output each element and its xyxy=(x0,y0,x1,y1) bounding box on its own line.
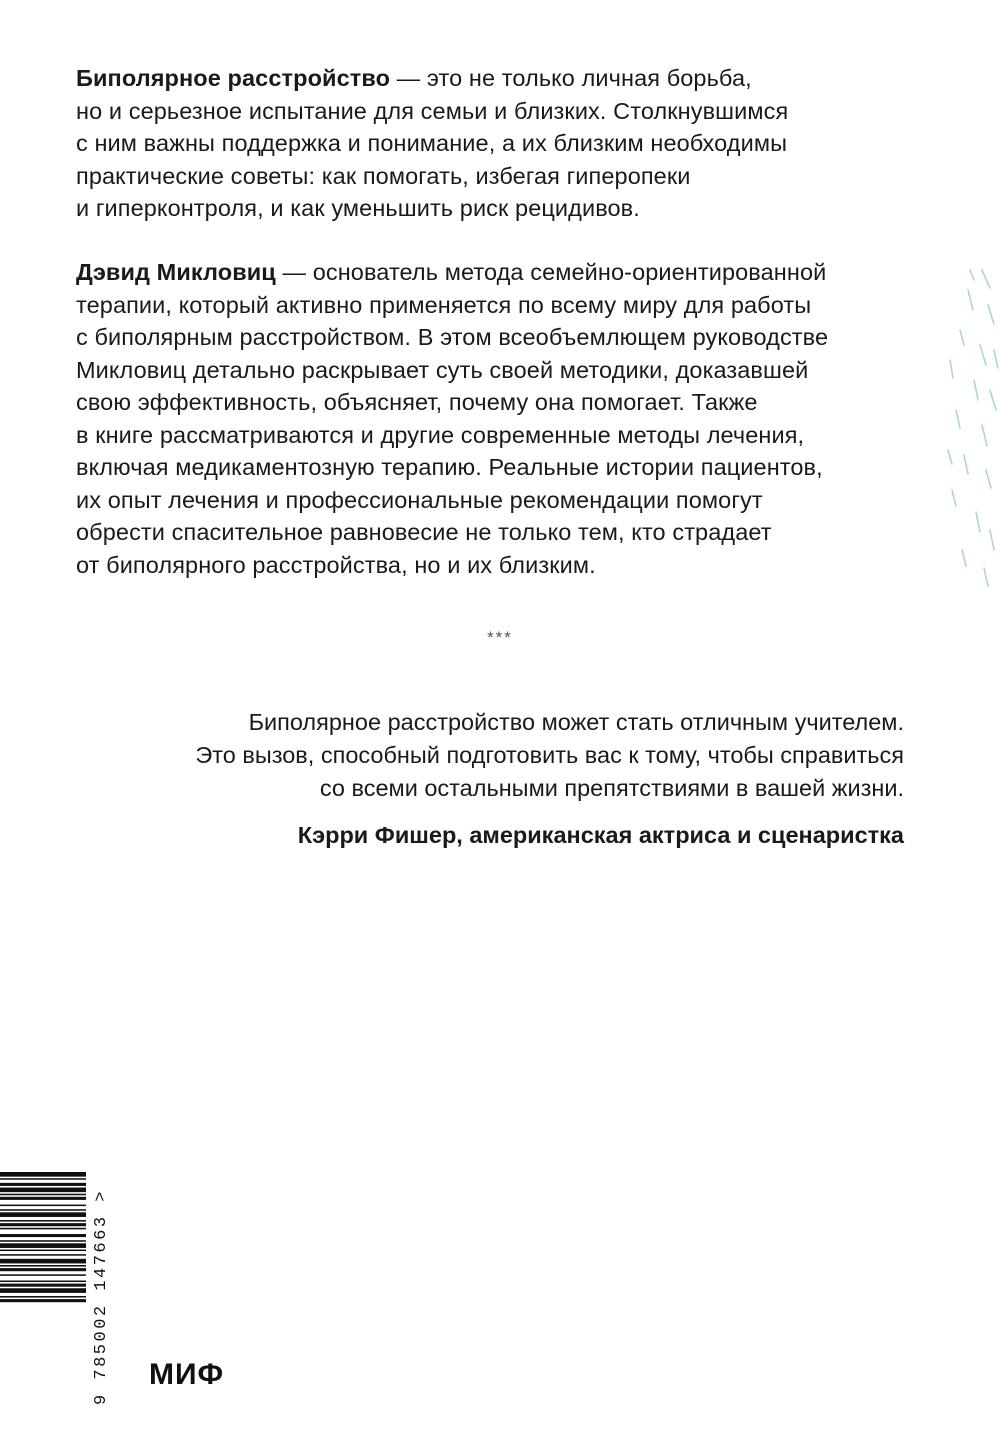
splatter-stroke xyxy=(988,305,994,324)
blurb-text: от биполярного расстройства, но и их близким. xyxy=(76,551,596,578)
section-divider: *** xyxy=(487,628,513,647)
splatter-stroke xyxy=(962,550,966,566)
barcode-bar xyxy=(0,1178,86,1180)
barcode-bar xyxy=(0,1296,86,1298)
blurb-paragraph-2 xyxy=(76,256,936,581)
barcode-bar xyxy=(0,1284,86,1287)
barcode-bar xyxy=(0,1250,86,1252)
barcode-bar xyxy=(0,1183,86,1186)
author-name-lead: Дэвид Микловиц xyxy=(76,259,276,285)
barcode-bar xyxy=(0,1265,86,1267)
blurb-paragraph-1-line xyxy=(76,62,936,95)
blurb-text: практические советы: как помогать, избегая гиперопеки xyxy=(76,162,691,189)
book-title-lead: Биполярное расстройство xyxy=(76,65,391,91)
isbn-barcode xyxy=(0,1172,96,1412)
blurb-text: — это не только личная борьба, xyxy=(390,65,752,91)
splatter-stroke xyxy=(956,410,960,428)
barcode-bar xyxy=(0,1243,86,1248)
blurb-text: свою эффективность, объясняет, почему она помогает. Также xyxy=(76,389,758,415)
blurb-text: и гиперконтроля, и как уменьшить риск рецидивов. xyxy=(76,195,640,221)
barcode-bar xyxy=(0,1223,86,1226)
barcode-bar xyxy=(0,1209,86,1211)
splatter-stroke xyxy=(982,425,987,446)
splatter-stroke xyxy=(968,290,973,310)
blurb-text: с ним важны поддержка и понимание, а их близким необходимы xyxy=(76,130,788,156)
splatter-stroke xyxy=(950,360,953,378)
barcode-bar xyxy=(0,1194,86,1196)
splatter-stroke xyxy=(964,455,968,474)
barcode-bar xyxy=(0,1228,86,1230)
splatter-stroke xyxy=(948,450,952,464)
barcode-bar xyxy=(0,1299,86,1302)
splatter-stroke xyxy=(970,270,974,280)
splatter-stroke xyxy=(990,530,994,550)
splatter-stroke xyxy=(990,390,996,410)
barcode-bar xyxy=(0,1268,86,1271)
isbn-digits: 9 785002 147663 > xyxy=(92,1189,111,1405)
barcode-bar xyxy=(0,1212,86,1217)
barcode-bar xyxy=(0,1234,86,1237)
splatter-stroke xyxy=(974,380,978,400)
splatter-stroke xyxy=(976,512,980,532)
blurb-text: но и серьезное испытание для семьи и близких. Столкнувшимся xyxy=(76,97,789,124)
blurb-text: их опыт лечения и профессиональные рекомендации помогут xyxy=(76,486,763,513)
barcode-bar xyxy=(0,1259,86,1264)
barcode-bar xyxy=(0,1197,86,1200)
blurb-text: включая медикаментозную терапию. Реальные истории пациентов, xyxy=(76,454,823,480)
barcode-bar xyxy=(0,1188,86,1193)
blurb-text: с биполярным расстройством. В этом всеобъемлющем руководстве xyxy=(76,324,829,350)
splatter-stroke xyxy=(952,490,956,506)
blurb-text: обрести спасительное равновесие не только тем, кто страдает xyxy=(76,519,772,545)
splatter-stroke xyxy=(986,470,991,488)
epigraph-quote xyxy=(44,706,904,805)
barcode-bar xyxy=(0,1240,86,1242)
quote-line: со всеми остальными препятствиями в вашей жизни. xyxy=(319,775,904,801)
barcode-bar xyxy=(0,1274,86,1276)
barcode-bar xyxy=(0,1288,86,1293)
publisher-logo: МИФ xyxy=(149,1358,225,1391)
splatter-stroke xyxy=(982,270,990,288)
blurb-text: — основатель метода семейно-ориентированной xyxy=(275,259,827,285)
splatter-stroke xyxy=(960,330,964,345)
blurb-paragraph-2-line xyxy=(76,256,936,289)
barcode-bar xyxy=(0,1205,86,1207)
splatter-stroke xyxy=(994,350,998,368)
blurb-text: терапии, который активно применяется по всему миру для работы xyxy=(76,291,812,318)
decorative-splatter xyxy=(890,250,1000,600)
splatter-stroke xyxy=(984,568,988,586)
blurb-paragraph-1 xyxy=(76,62,936,225)
barcode-bar xyxy=(0,1172,86,1177)
blurb-text: в книге рассматриваются и другие современные методы лечения, xyxy=(76,421,805,448)
splatter-stroke xyxy=(980,345,986,365)
barcode-bar xyxy=(0,1281,86,1283)
quote-line: Биполярное расстройство может стать отличным учителем. xyxy=(248,709,904,735)
quote-line: Это вызов, способный подготовить вас к тому, чтобы справиться xyxy=(195,742,904,768)
blurb-text: Микловиц детально раскрывает суть своей методики, доказавшей xyxy=(76,356,809,383)
barcode-bar xyxy=(0,1220,86,1222)
quote-attribution: Кэрри Фишер, американская актриса и сценаристка xyxy=(297,822,904,848)
barcode-bar xyxy=(0,1254,86,1256)
